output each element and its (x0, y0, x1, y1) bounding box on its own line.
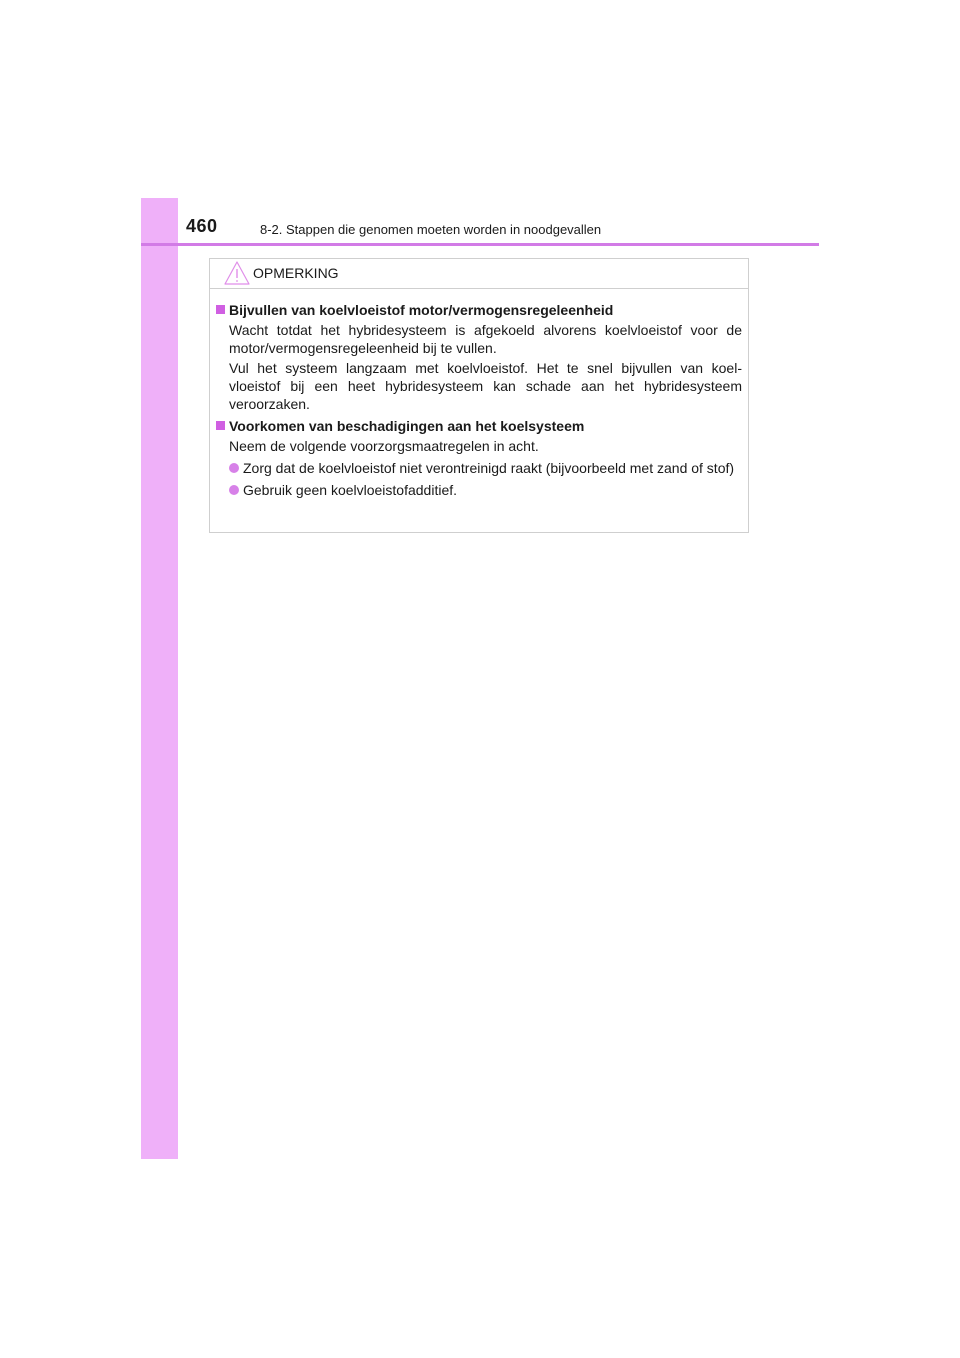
section-heading-text: Bijvullen van koelvloeistof motor/vermogensregeleenheid (229, 302, 614, 318)
section-heading (216, 417, 742, 435)
notice-body (210, 289, 748, 499)
section-heading-text: Voorkomen van beschadigingen aan het koelsysteem (229, 418, 585, 434)
chapter-side-tab (141, 198, 178, 1159)
notice-header (210, 259, 748, 289)
notice-section-cooling-damage (216, 417, 742, 499)
notice-box (209, 258, 749, 533)
section-heading (216, 301, 742, 319)
notice-title: OPMERKING (253, 265, 339, 281)
square-bullet-icon (216, 305, 225, 314)
header-rule (141, 243, 819, 246)
notice-section-coolant-refill (216, 301, 742, 413)
paragraph: Neem de volgende voorzorgsmaatregelen in acht. (229, 438, 539, 454)
circle-bullet-icon (229, 485, 239, 495)
circle-bullet-icon (229, 463, 239, 473)
square-bullet-icon (216, 421, 225, 430)
list-item (216, 459, 742, 477)
list-item-text: Gebruik geen koelvloeistofadditief. (243, 482, 458, 498)
section-title: 8-2. Stappen die genomen moeten worden in noodgevallen (260, 222, 602, 237)
paragraph: Wacht totdat het hybridesysteem is afgekoeld alvorens koelvloeistof voor de motor/vermogensregeleenheid bij te vullen. (229, 322, 742, 356)
list-item-text: Zorg dat de koelvloeistof niet verontreinigd raakt (bijvoorbeeld met zand of stof) (243, 460, 735, 476)
list-item (216, 481, 742, 499)
page-number: 460 (186, 216, 218, 236)
warning-triangle-icon (224, 261, 250, 285)
paragraph: Vul het systeem langzaam met koelvloeistof. Het te snel bijvullen van koel-vloeistof bij een heet hybridesysteem kan schade aan het hybridesysteem veroorzaken. (229, 360, 742, 412)
